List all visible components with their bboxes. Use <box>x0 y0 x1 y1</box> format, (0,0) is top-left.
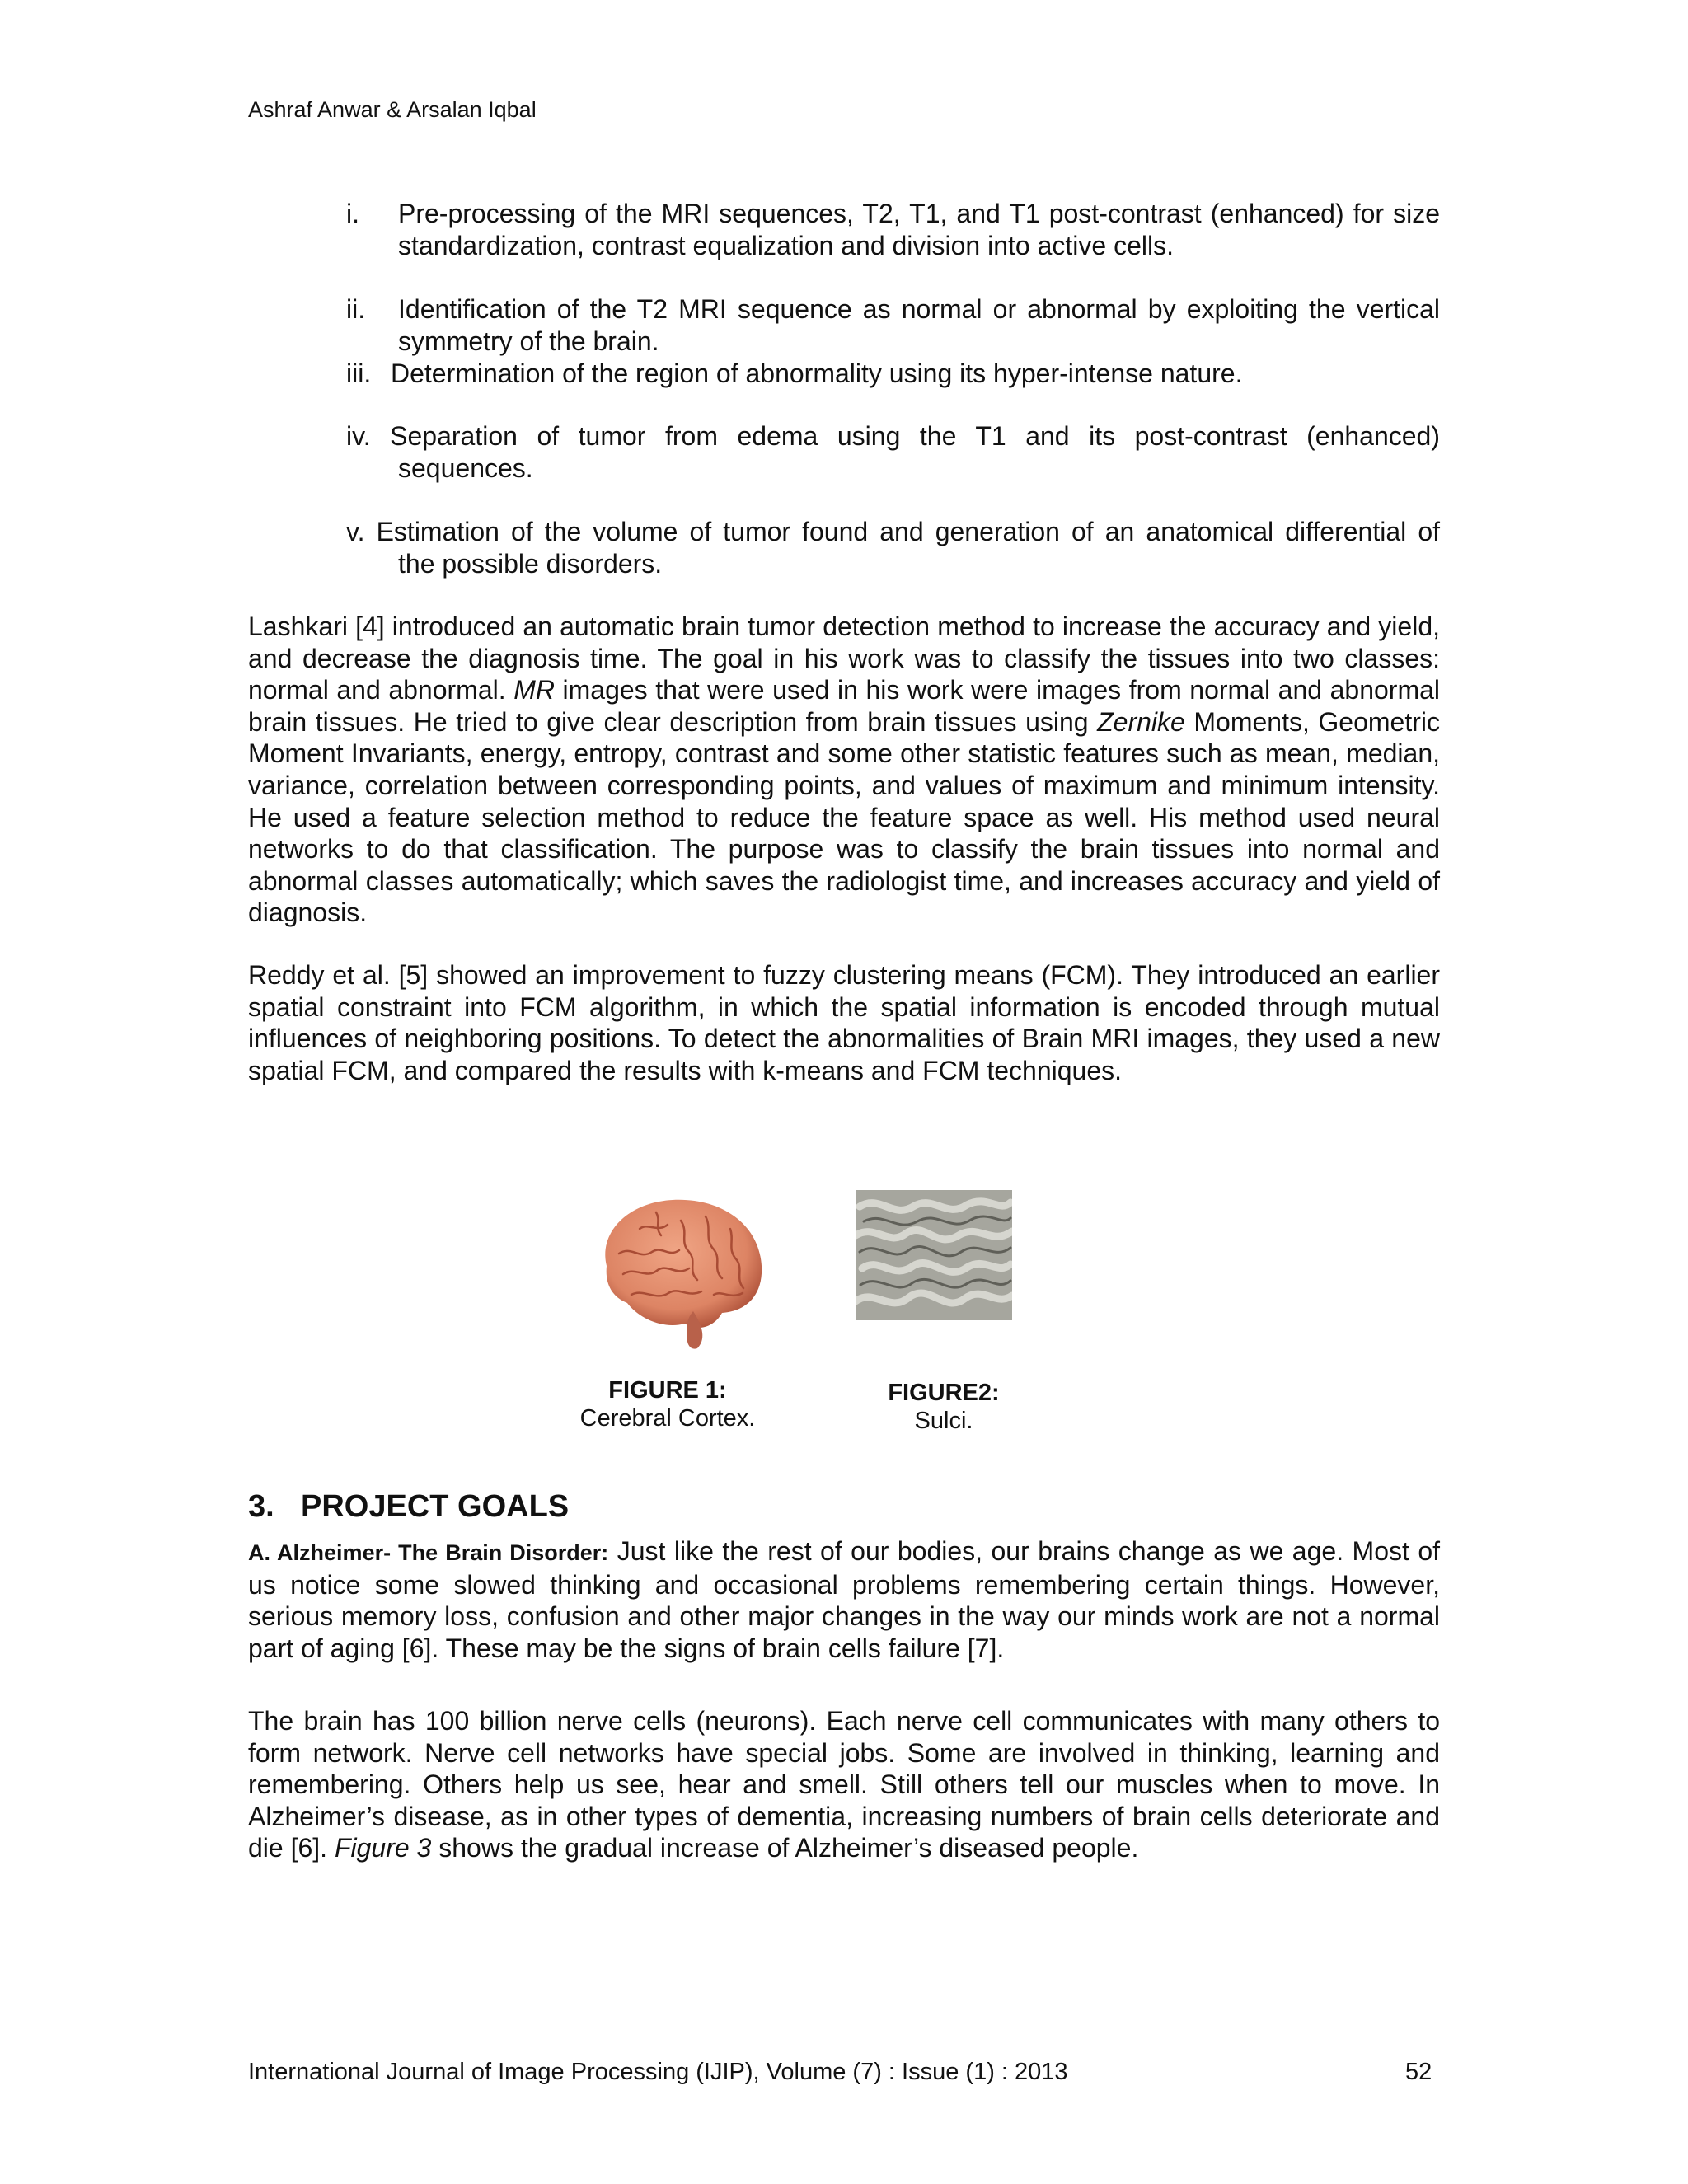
paragraph-text: Just like the rest of our bodies, our brains change as we age. Most of us notice some slowed thinking and occasional problems remembering certain things. However, serious memory loss, confusion and other major changes in the way our minds work are not a normal part of aging [6]. These may be the signs of brain cells failure [7]. <box>248 1536 1441 1663</box>
figure-1-title: FIGURE 1: <box>608 1377 727 1404</box>
figure-2-caption <box>865 1379 1022 1435</box>
figure-sulci <box>856 1190 1012 1320</box>
paragraph-text: shows the gradual increase of Alzheimer’s diseased people. <box>431 1833 1139 1863</box>
list-item <box>346 293 1440 358</box>
paragraph-text: The brain has 100 billion nerve cells (neurons). Each nerve cell communicates with many others to form network. Nerve cell networks have special jobs. Some are involved in thinking, learning and remembering. Others help us see, hear and smell. Still others tell our muscles when to move. In Alzheimer’s disease, as in other types of dementia, increasing numbers of brain cells deteriorate and die [6]. <box>248 1706 1440 1863</box>
list-item <box>346 358 1440 390</box>
paragraph-text: Moments, Geometric Moment Invariants, energy, entropy, contrast and some other statistic features such as mean, median, variance, correlation between corresponding points, and values of maximum and minimum intensity. He used a feature selection method to reduce the feature space as well. His method used neural networks to do that classification. The purpose was to classify the brain tissues into normal and abnormal classes automatically; which saves the radiologist time, and increases accuracy and yield of diagnosis. <box>248 706 1441 928</box>
list-marker: i. <box>346 199 359 228</box>
section-title: PROJECT GOALS <box>301 1489 570 1524</box>
list-text: Determination of the region of abnormality using its hyper-intense nature. <box>391 359 1243 388</box>
paragraph-text: images that were used in his work were images from normal and abnormal brain tissues. He tried to give clear description from brain tissues using <box>248 675 1441 737</box>
sulci-image <box>856 1190 1012 1320</box>
list-marker: iii. <box>346 359 372 388</box>
section-heading <box>248 1488 569 1525</box>
italic-term: Zernike <box>1097 706 1185 737</box>
list-marker: v. <box>346 517 365 546</box>
page-number: 52 <box>1405 2059 1432 2085</box>
brain-image <box>582 1188 773 1352</box>
figure-2-text: Sulci. <box>914 1408 973 1434</box>
paragraph-reddy: Reddy et al. [5] showed an improvement to fuzzy clustering means (FCM). They introduced an earlier spatial constraint into FCM algorithm, in which the spatial information is encoded through mutual influences of neighboring positions. To detect the abnormalities of Brain MRI images, they used a new spatial FCM, and compared the results with k-means and FCM techniques. <box>248 960 1440 1085</box>
list-text: Identification of the T2 MRI sequence as normal or abnormal by exploiting the vertical symmetry of the brain. <box>398 294 1440 356</box>
figure-1-text: Cerebral Cortex. <box>579 1405 756 1432</box>
paragraph-neurons <box>248 1705 1440 1864</box>
list-text-continuation: the possible disorders. <box>398 549 663 579</box>
list-text: Pre-processing of the MRI sequences, T2, T1, and T1 post-contrast (enhanced) for size standardization, contrast equalization and division into active cells. <box>398 199 1440 260</box>
list-text: Separation of tumor from edema using the T1 and its post-contrast (enhanced) <box>390 421 1441 451</box>
figure-cerebral-cortex <box>582 1188 773 1352</box>
paragraph-text: Lashkari [4] introduced an automatic brain tumor detection method to increase the accuracy and yield, and decrease the diagnosis time. The goal in his work was to classify the tissues into two classes: normal and abnormal. <box>248 612 1440 705</box>
running-header: Ashraf Anwar & Arsalan Iqbal <box>248 97 537 122</box>
figure-1-caption <box>560 1376 775 1432</box>
italic-term: MR <box>513 675 555 705</box>
list-item <box>346 420 1440 485</box>
list-marker: ii. <box>346 294 366 324</box>
paragraph-lashkari <box>248 611 1440 929</box>
list-item <box>346 198 1440 262</box>
figure-reference: Figure 3 <box>334 1833 432 1863</box>
figure-2-title: FIGURE2: <box>888 1380 1000 1406</box>
paragraph-alzheimer <box>248 1535 1440 1664</box>
list-text: Estimation of the volume of tumor found and generation of an anatomical differential of <box>376 517 1441 546</box>
footer-journal: International Journal of Image Processing (IJIP), Volume (7) : Issue (1) : 2013 <box>248 2059 1068 2085</box>
section-number: 3. <box>248 1489 274 1524</box>
paragraph-lead: A. Alzheimer- The Brain Disorder: <box>248 1540 609 1565</box>
list-text-continuation: sequences. <box>398 453 533 483</box>
list-item <box>346 516 1440 580</box>
list-marker: iv. <box>346 421 371 451</box>
